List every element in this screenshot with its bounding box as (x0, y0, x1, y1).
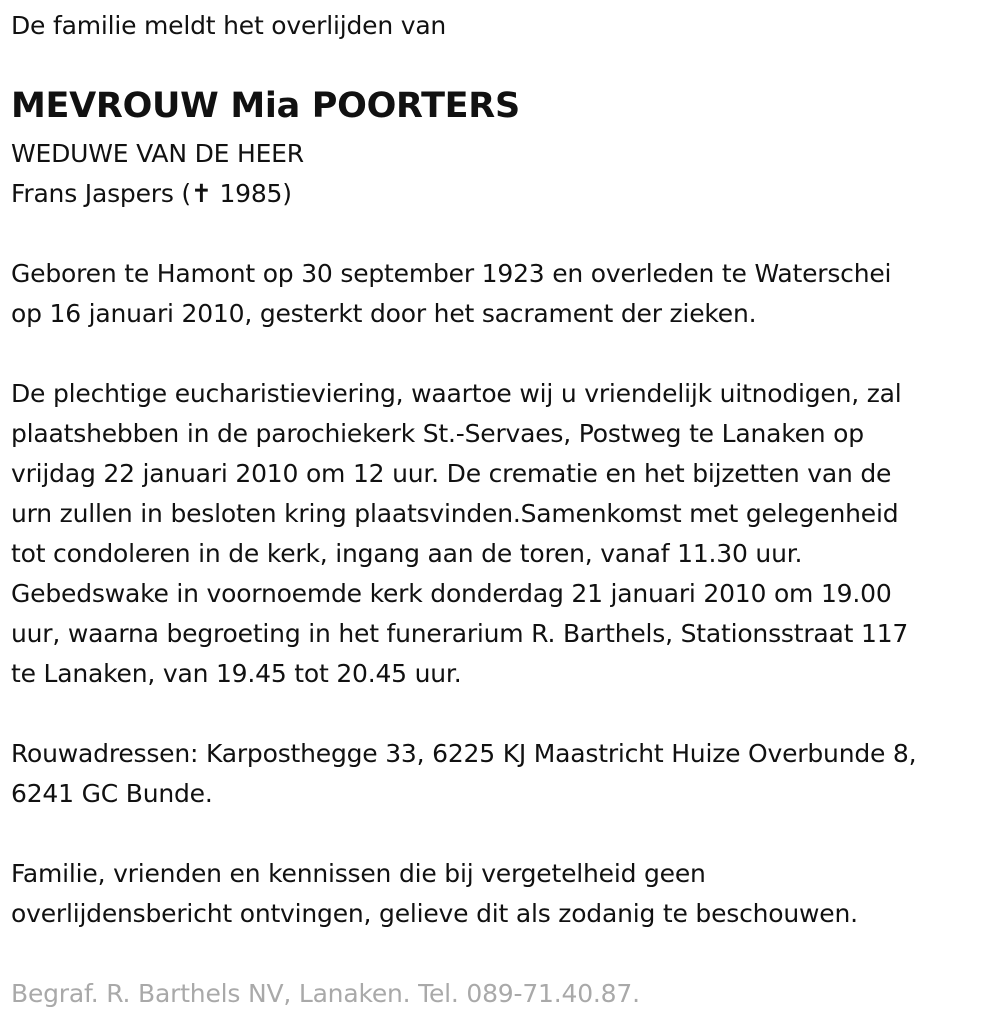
intro-text: De familie meldt het overlijden van (11, 11, 447, 40)
paragraph-line: De plechtige eucharistieviering, waartoe wij u vriendelijk uitnodigen, zal (11, 379, 902, 408)
addresses-paragraph (11, 734, 916, 814)
birth-death-paragraph (11, 254, 891, 334)
widow-line: WEDUWE VAN DE HEER (11, 139, 304, 168)
paragraph-line: 6241 GC Bunde. (11, 779, 213, 808)
paragraph-line: op 16 januari 2010, gesterkt door het sacrament der zieken. (11, 299, 757, 328)
paragraph-line: uur, waarna begroeting in het funerarium R. Barthels, Stationsstraat 117 (11, 619, 909, 648)
paragraph-line: Rouwadressen: Karposthegge 33, 6225 KJ Maastricht Huize Overbunde 8, (11, 739, 917, 768)
paragraph-line: Geboren te Hamont op 30 september 1923 en overleden te Waterschei (11, 259, 892, 288)
ceremony-paragraph (11, 374, 908, 694)
paragraph-line: Gebedswake in voornoemde kerk donderdag 21 januari 2010 om 19.00 (11, 579, 892, 608)
deceased-name: MEVROUW Mia POORTERS (11, 86, 520, 126)
paragraph-line: tot condoleren in de kerk, ingang aan de toren, vanaf 11.30 uur. (11, 539, 803, 568)
widow-section (11, 134, 304, 214)
spouse-line: Frans Jaspers (✝ 1985) (11, 179, 292, 208)
undertaker-footer: Begraf. R. Barthels NV, Lanaken. Tel. 089-71.40.87. (11, 979, 640, 1008)
notice-paragraph (11, 854, 858, 934)
paragraph-line: plaatshebben in de parochiekerk St.-Servaes, Postweg te Lanaken op (11, 419, 864, 448)
paragraph-line: urn zullen in besloten kring plaatsvinden.Samenkomst met gelegenheid (11, 499, 899, 528)
paragraph-line: vrijdag 22 januari 2010 om 12 uur. De crematie en het bijzetten van de (11, 459, 892, 488)
paragraph-line: Familie, vrienden en kennissen die bij vergetelheid geen (11, 859, 706, 888)
paragraph-line: te Lanaken, van 19.45 tot 20.45 uur. (11, 659, 462, 688)
paragraph-line: overlijdensbericht ontvingen, gelieve dit als zodanig te beschouwen. (11, 899, 858, 928)
